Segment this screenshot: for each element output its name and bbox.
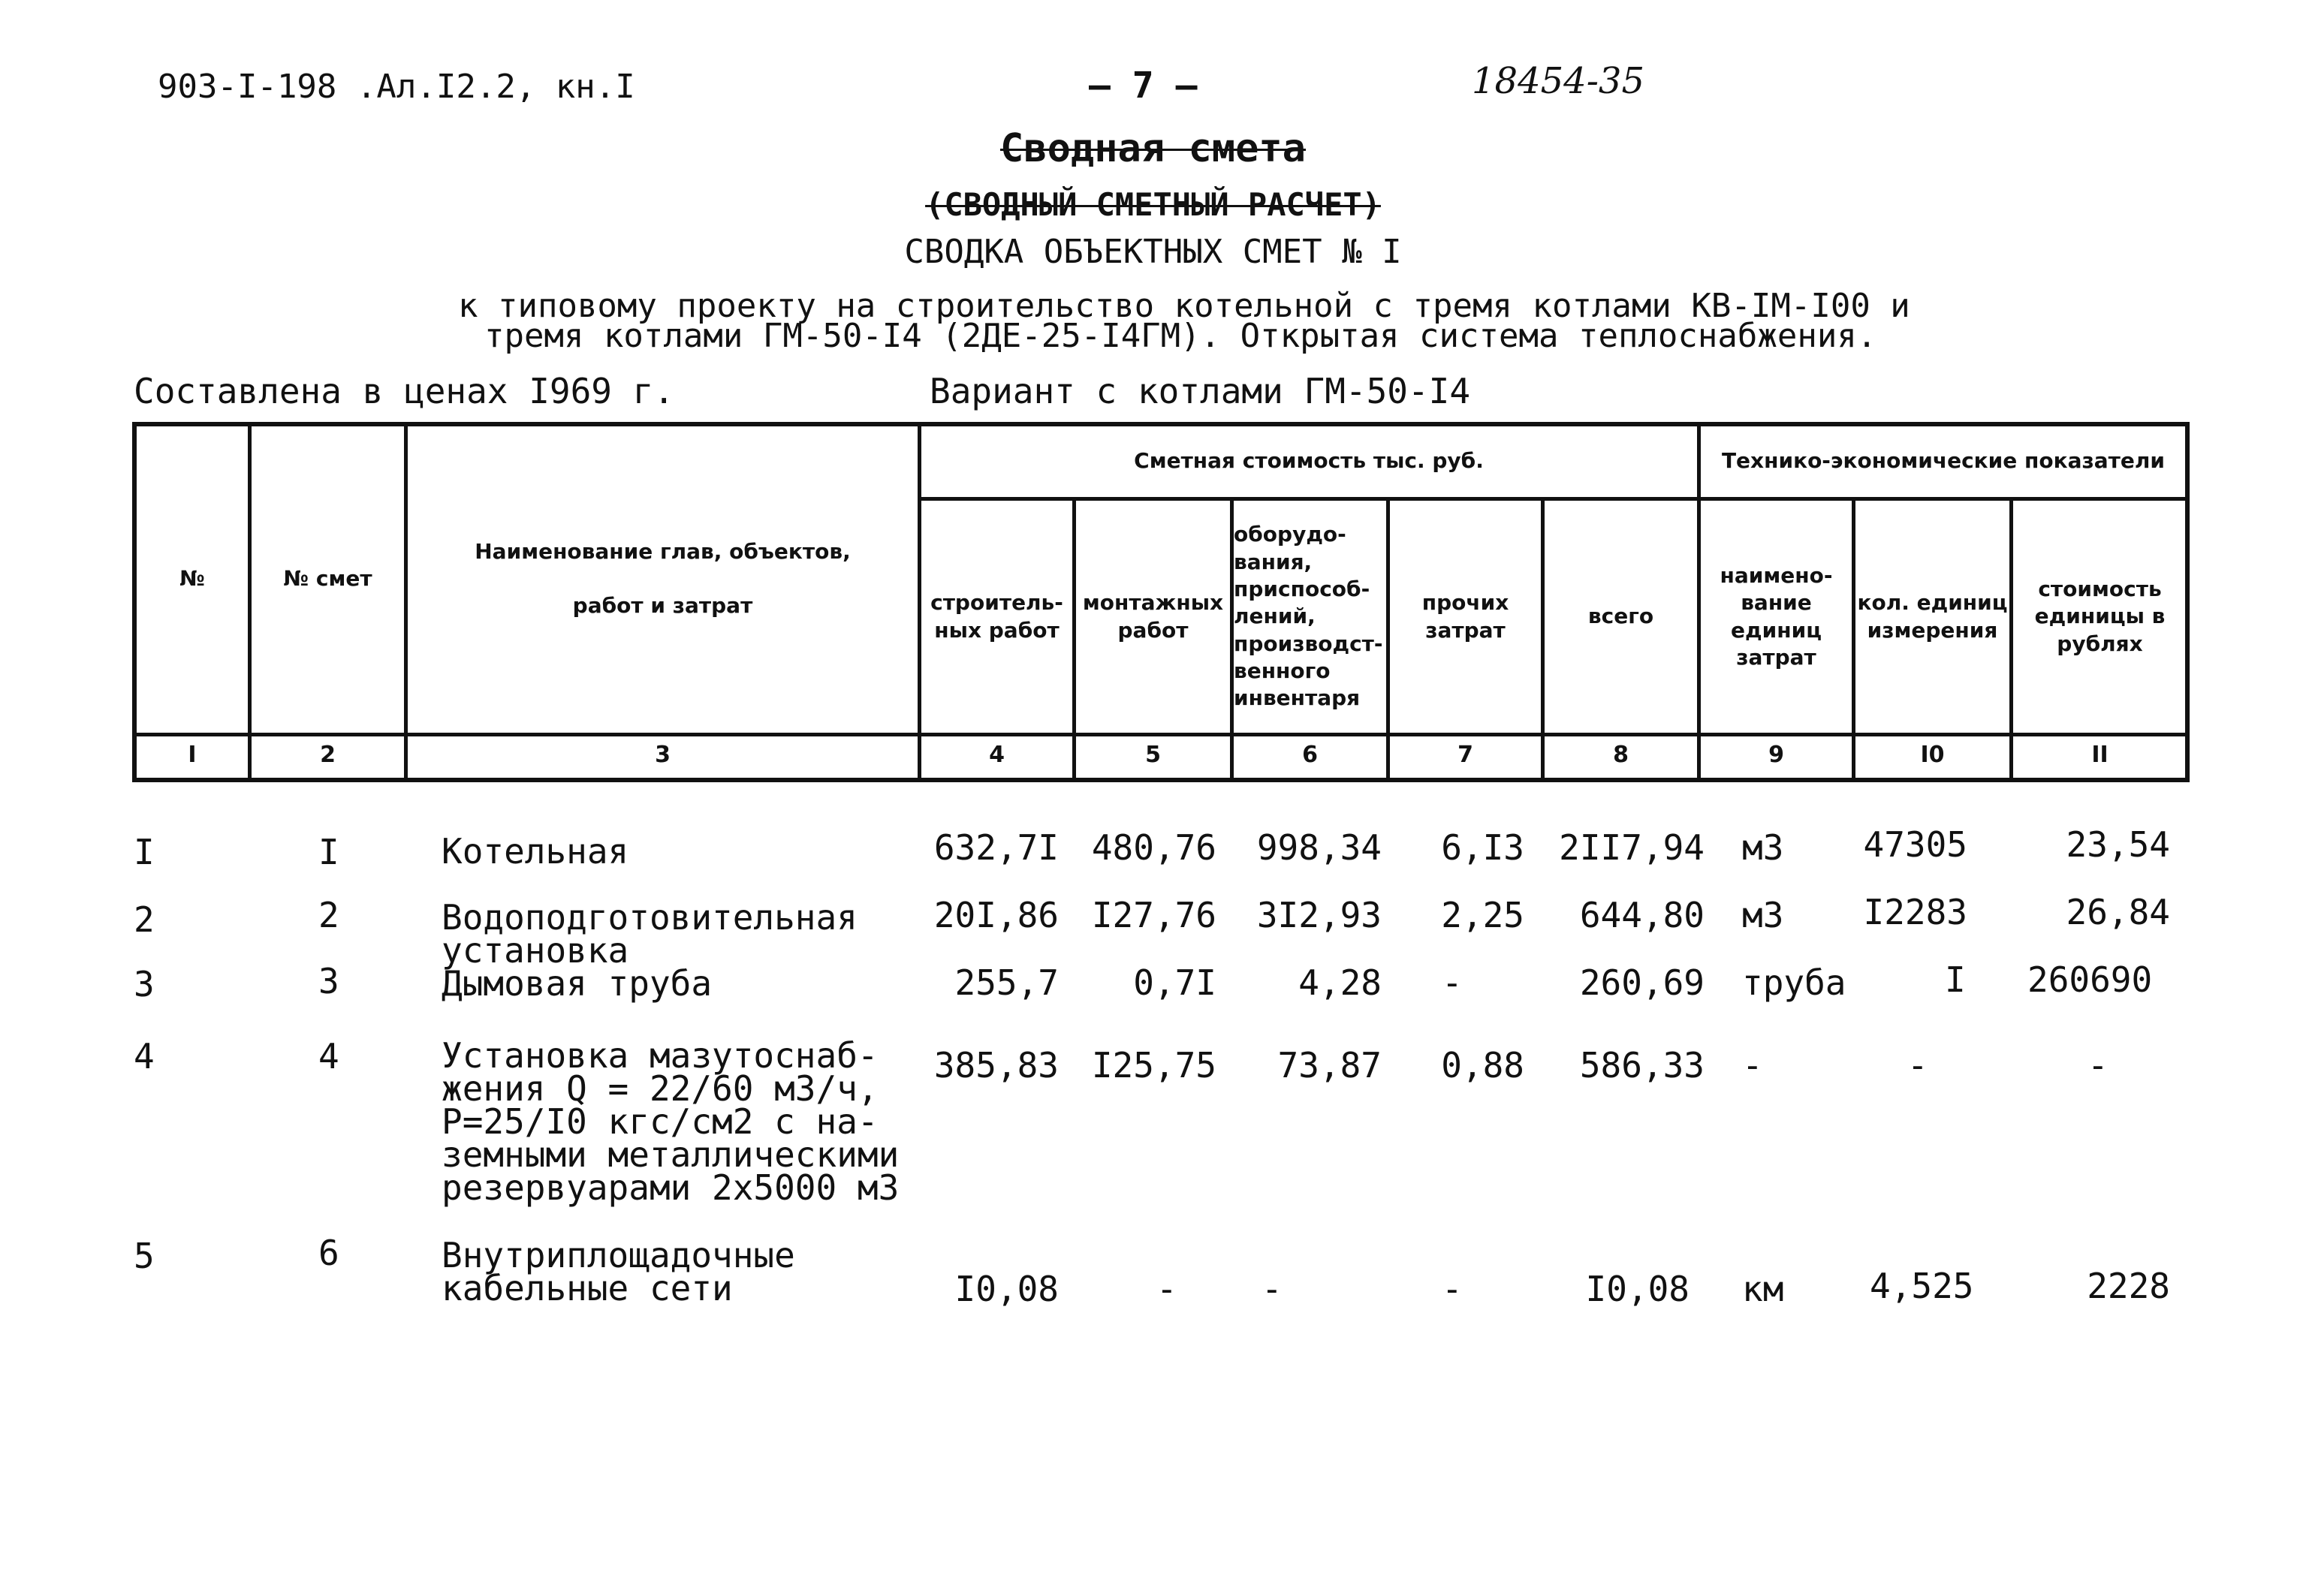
column-number: I [188,742,197,768]
sheet-number: 18454-35 [1472,60,1644,102]
row-estimate-num: 6 [318,1233,339,1273]
cell-total: 2II7,94 [1559,827,1705,868]
cell-total: I0,08 [1585,1269,1690,1309]
row-estimate-num: 4 [318,1036,339,1077]
column-number: 3 [655,742,671,768]
cell-construction: I0,08 [954,1269,1059,1309]
cell-unit-name: труба [1742,962,1846,1003]
description-line-1: к типовому проекту на строительство котельной с тремя котлами КВ-IМ-I00 и [458,287,1910,325]
cell-unit-count: I [1945,959,1966,1000]
cell-installation: 480,76 [1091,827,1216,868]
row-num: 3 [134,964,155,1004]
row-name: Установка мазутоснаб- жения Q = 22/60 м3/ч, Р=25/I0 кгс/см2 с на- земными металлическими резервуарами 2х5000 м3 [442,1035,900,1208]
column-number: 7 [1457,742,1473,768]
cell-unit-cost: 23,54 [2066,824,2170,865]
cell-construction: 385,83 [933,1045,1059,1086]
cell-unit-count: - [1907,1045,1928,1086]
cell-installation: 0,7I [1133,962,1216,1003]
row-estimate-num: 3 [318,961,339,1001]
cell-equipment: 3I2,93 [1256,895,1382,935]
row-estimate-num: I [318,832,339,872]
cell-equipment: - [1262,1269,1283,1309]
cell-construction: 632,7I [933,827,1059,868]
cell-equipment: 4,28 [1298,962,1382,1003]
cell-unit-name: - [1742,1045,1763,1086]
cell-total: 260,69 [1579,962,1705,1003]
column-number: 9 [1768,742,1784,768]
row-num: 2 [134,899,155,940]
cell-other: - [1442,962,1463,1003]
title-digest: СВОДКА ОБЪЕКТНЫХ СМЕТ № I [904,233,1402,271]
title-main: Сводная смета [1000,126,1306,171]
column-number: 8 [1613,742,1629,768]
cell-total: 644,80 [1579,895,1705,935]
page-number: — 7 — [1089,65,1198,107]
column-number: II [2091,742,2109,768]
variant-note: Вариант с котлами ГМ-50-I4 [930,371,1471,411]
cell-unit-cost: 26,84 [2066,892,2170,932]
cell-installation: I25,75 [1091,1045,1216,1086]
header-construction: строитель-ных работ [930,590,1063,643]
title-sub: (СВОДНЫЙ СМЕТНЫЙ РАСЧЕТ) [925,186,1381,223]
row-divider [132,733,2190,736]
column-number: 4 [989,742,1005,768]
cell-unit-cost: 2228 [2087,1266,2170,1306]
cell-unit-count: 47305 [1863,824,1967,865]
row-name: Водоподготовительная установка [442,897,858,971]
column-number: 2 [320,742,336,768]
header-group-indicators: Технико-экономические показатели [1721,447,2166,473]
row-name: Котельная [442,831,629,872]
document-code: 903-I-198 .Ал.I2.2, кн.I [158,68,635,106]
row-name: Внутриплощадочные кабельные сети [442,1235,795,1308]
header-installation: монтажных работ [1082,590,1224,643]
cell-unit-name: м3 [1742,895,1784,935]
header-unit-count: кол. единиц измерения [1857,590,2008,643]
cell-unit-cost: 260690 [2027,959,2153,1000]
header-num: № [179,565,205,591]
row-num: 4 [134,1036,155,1077]
cell-installation: I27,76 [1091,895,1216,935]
column-number: 6 [1302,742,1318,768]
cell-equipment: 73,87 [1277,1045,1382,1086]
cell-unit-count: I2283 [1863,892,1967,932]
row-num: 5 [134,1236,155,1276]
cell-unit-name: км [1742,1269,1784,1309]
row-num: I [134,832,155,872]
cell-equipment: 998,34 [1256,827,1382,868]
header-estimate-num: № смет [283,565,372,591]
cell-unit-name: м3 [1742,827,1784,868]
cell-other: 2,25 [1441,895,1524,935]
row-estimate-num: 2 [318,895,339,935]
header-total: всего [1587,604,1654,629]
header-equipment: оборудо-вания, приспособ-лений, производст-венного инвентаря [1234,522,1383,711]
header-unit-cost: стоимость единицы в рублях [2034,576,2166,656]
description-line-2: тремя котлами ГМ-50-I4 (2ДЕ-25-I4ГМ). Открытая система теплоснабжения. [484,317,1877,355]
header-other: прочих затрат [1421,590,1509,643]
header-name-line-1: Наименование глав, объектов, [475,538,851,564]
row-name: Дымовая труба [442,963,713,1004]
cell-unit-cost: - [2087,1045,2109,1086]
cell-construction: 20I,86 [933,895,1059,935]
cell-unit-count: 4,525 [1870,1266,1974,1306]
cell-other: 0,88 [1441,1045,1524,1086]
column-number: 5 [1145,742,1161,768]
cell-total: 586,33 [1579,1045,1705,1086]
cell-installation: - [1156,1269,1177,1309]
column-number: I0 [1920,742,1945,768]
prices-note: Составлена в ценах I969 г. [134,371,675,411]
cell-construction: 255,7 [954,962,1059,1003]
cell-other: 6,I3 [1441,827,1524,868]
header-unit-name: наимено-вание единиц затрат [1720,562,1833,670]
header-group-cost: Сметная стоимость тыс. руб. [1134,447,1484,473]
header-name [408,425,918,733]
header-name-line-2: работ и затрат [572,593,753,618]
cell-other: - [1442,1269,1463,1309]
